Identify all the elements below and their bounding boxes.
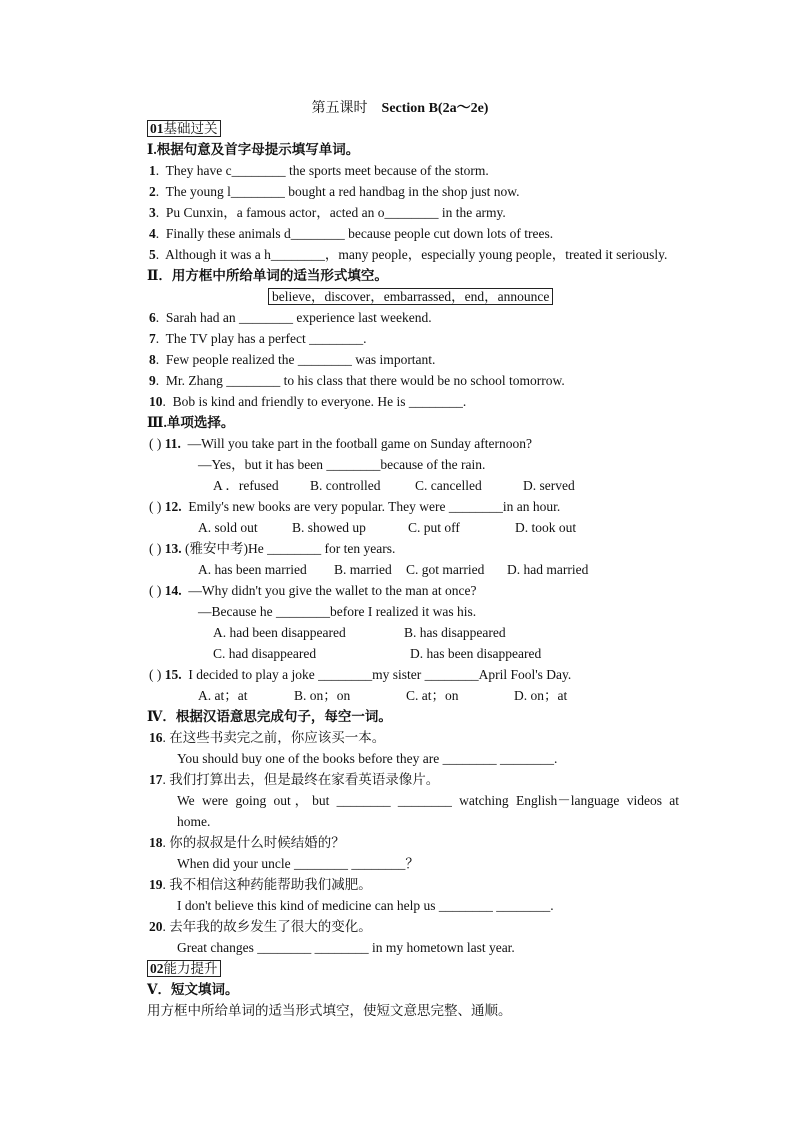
section-01-header bbox=[147, 120, 221, 138]
answer-paren[interactable]: ( ) bbox=[149, 583, 162, 598]
question-11-option-b: B. controlled bbox=[310, 478, 381, 493]
part4-heading: Ⅳ．根据汉语意思完成句子，每空一词。 bbox=[147, 709, 392, 724]
question-15: ( ) 15. I decided to play a joke ________my sister ________April Fool's Day. bbox=[149, 667, 572, 682]
question-15-option-c: C. at；on bbox=[406, 688, 459, 703]
question-2: 2. The young l________ bought a red handbag in the shop just now. bbox=[149, 184, 520, 199]
question-12-option-b: B. showed up bbox=[292, 520, 366, 535]
question-12: ( ) 12. Emily's new books are very popular. They were ________in an hour. bbox=[149, 499, 561, 514]
question-15-option-b: B. on；on bbox=[294, 688, 351, 703]
question-13-option-b: B. married bbox=[334, 562, 392, 577]
question-15-option-a: A. at；at bbox=[198, 688, 248, 703]
part3-heading: Ⅲ.单项选择。 bbox=[147, 415, 235, 430]
title-en: Section B(2a～2e) bbox=[381, 101, 489, 116]
question-20-english: Great changes ________ ________ in my hometown last year. bbox=[177, 940, 515, 955]
answer-paren[interactable]: ( ) bbox=[149, 541, 162, 556]
question-14-option-d: D. has been disappeared bbox=[410, 646, 542, 661]
answer-paren[interactable]: ( ) bbox=[149, 667, 162, 682]
answer-paren[interactable]: ( ) bbox=[149, 499, 162, 514]
question-15-option-d: D. on；at bbox=[514, 688, 568, 703]
question-9: 9. Mr. Zhang ________ to his class that there would be no school tomorrow. bbox=[149, 373, 565, 388]
question-16-english: You should buy one of the books before they are ________ ________. bbox=[177, 751, 558, 766]
question-18-chinese: 18. 你的叔叔是什么时候结婚的？ bbox=[149, 835, 345, 850]
question-14-option-b: B. has disappeared bbox=[404, 625, 506, 640]
title-cn: 第五课时 bbox=[311, 101, 368, 116]
question-13-option-d: D. had married bbox=[507, 562, 589, 577]
section-01-label: 基础过关 bbox=[163, 121, 218, 136]
question-16-chinese: 16. 在这些书卖完之前，你应该买一本。 bbox=[149, 730, 386, 745]
section-02-number: 02 bbox=[150, 961, 164, 976]
question-11-option-d: D. served bbox=[523, 478, 575, 493]
answer-paren[interactable]: ( ) bbox=[149, 436, 162, 451]
question-10: 10. Bob is kind and friendly to everyone. He is ________. bbox=[149, 394, 467, 409]
question-11-option-c: C. cancelled bbox=[415, 478, 482, 493]
section-01-number: 01 bbox=[150, 121, 164, 136]
question-13: ( ) 13. (雅安中考)He ________ for ten years. bbox=[149, 541, 396, 556]
question-11-line2: —Yes，but it has been ________because of the rain. bbox=[198, 457, 486, 472]
section-02-label: 能力提升 bbox=[163, 961, 218, 976]
question-7: 7. The TV play has a perfect ________. bbox=[149, 331, 367, 346]
question-11-option-a: A ．refused bbox=[213, 478, 279, 493]
question-6: 6. Sarah had an ________ experience last weekend. bbox=[149, 310, 432, 325]
question-14-line2: —Because he ________before I realized it was his. bbox=[198, 604, 477, 619]
question-11: ( ) 11. —Will you take part in the football game on Sunday afternoon? bbox=[149, 436, 533, 451]
part5-heading: Ⅴ．短文填词。 bbox=[147, 982, 239, 997]
question-1: 1. They have c________ the sports meet because of the storm. bbox=[149, 163, 489, 178]
question-8: 8. Few people realized the ________ was important. bbox=[149, 352, 436, 367]
part2-heading: Ⅱ．用方框中所给单词的适当形式填空。 bbox=[147, 268, 388, 283]
question-5: 5. Although it was a h________，many people，especially young people，treated it seriously. bbox=[149, 247, 668, 262]
question-14: ( ) 14. —Why didn't you give the wallet to the man at once? bbox=[149, 583, 477, 598]
part1-heading: Ⅰ.根据句意及首字母提示填写单词。 bbox=[147, 142, 360, 157]
question-17-english-cont: home. bbox=[177, 814, 211, 829]
question-14-option-c: C. had disappeared bbox=[213, 646, 317, 661]
word-box: believe，discover，embarrassed，end，announce bbox=[268, 288, 553, 306]
section-02-header bbox=[147, 960, 221, 978]
question-20-chinese: 20. 去年我的故乡发生了很大的变化。 bbox=[149, 919, 372, 934]
question-13-option-c: C. got married bbox=[406, 562, 485, 577]
question-18-english: When did your uncle ________ ________？ bbox=[177, 856, 419, 871]
question-17-english: We were going out，but ________ ________ watching English－language videos at bbox=[177, 793, 679, 808]
question-12-option-d: D. took out bbox=[515, 520, 577, 535]
question-14-option-a: A. had been disappeared bbox=[213, 625, 346, 640]
question-3: 3. Pu Cunxin，a famous actor，acted an o________ in the army. bbox=[149, 205, 506, 220]
part5-instruction: 用方框中所给单词的适当形式填空，使短文意思完整、通顺。 bbox=[147, 1003, 512, 1018]
page-title bbox=[0, 100, 800, 118]
question-19-english: I don't believe this kind of medicine can help us ________ ________. bbox=[177, 898, 554, 913]
question-12-option-a: A. sold out bbox=[198, 520, 258, 535]
question-17-chinese: 17. 我们打算出去，但是最终在家看英语录像片。 bbox=[149, 772, 440, 787]
question-12-option-c: C. put off bbox=[408, 520, 460, 535]
question-13-option-a: A. has been married bbox=[198, 562, 307, 577]
question-19-chinese: 19. 我不相信这种药能帮助我们减肥。 bbox=[149, 877, 372, 892]
question-4: 4. Finally these animals d________ because people cut down lots of trees. bbox=[149, 226, 554, 241]
